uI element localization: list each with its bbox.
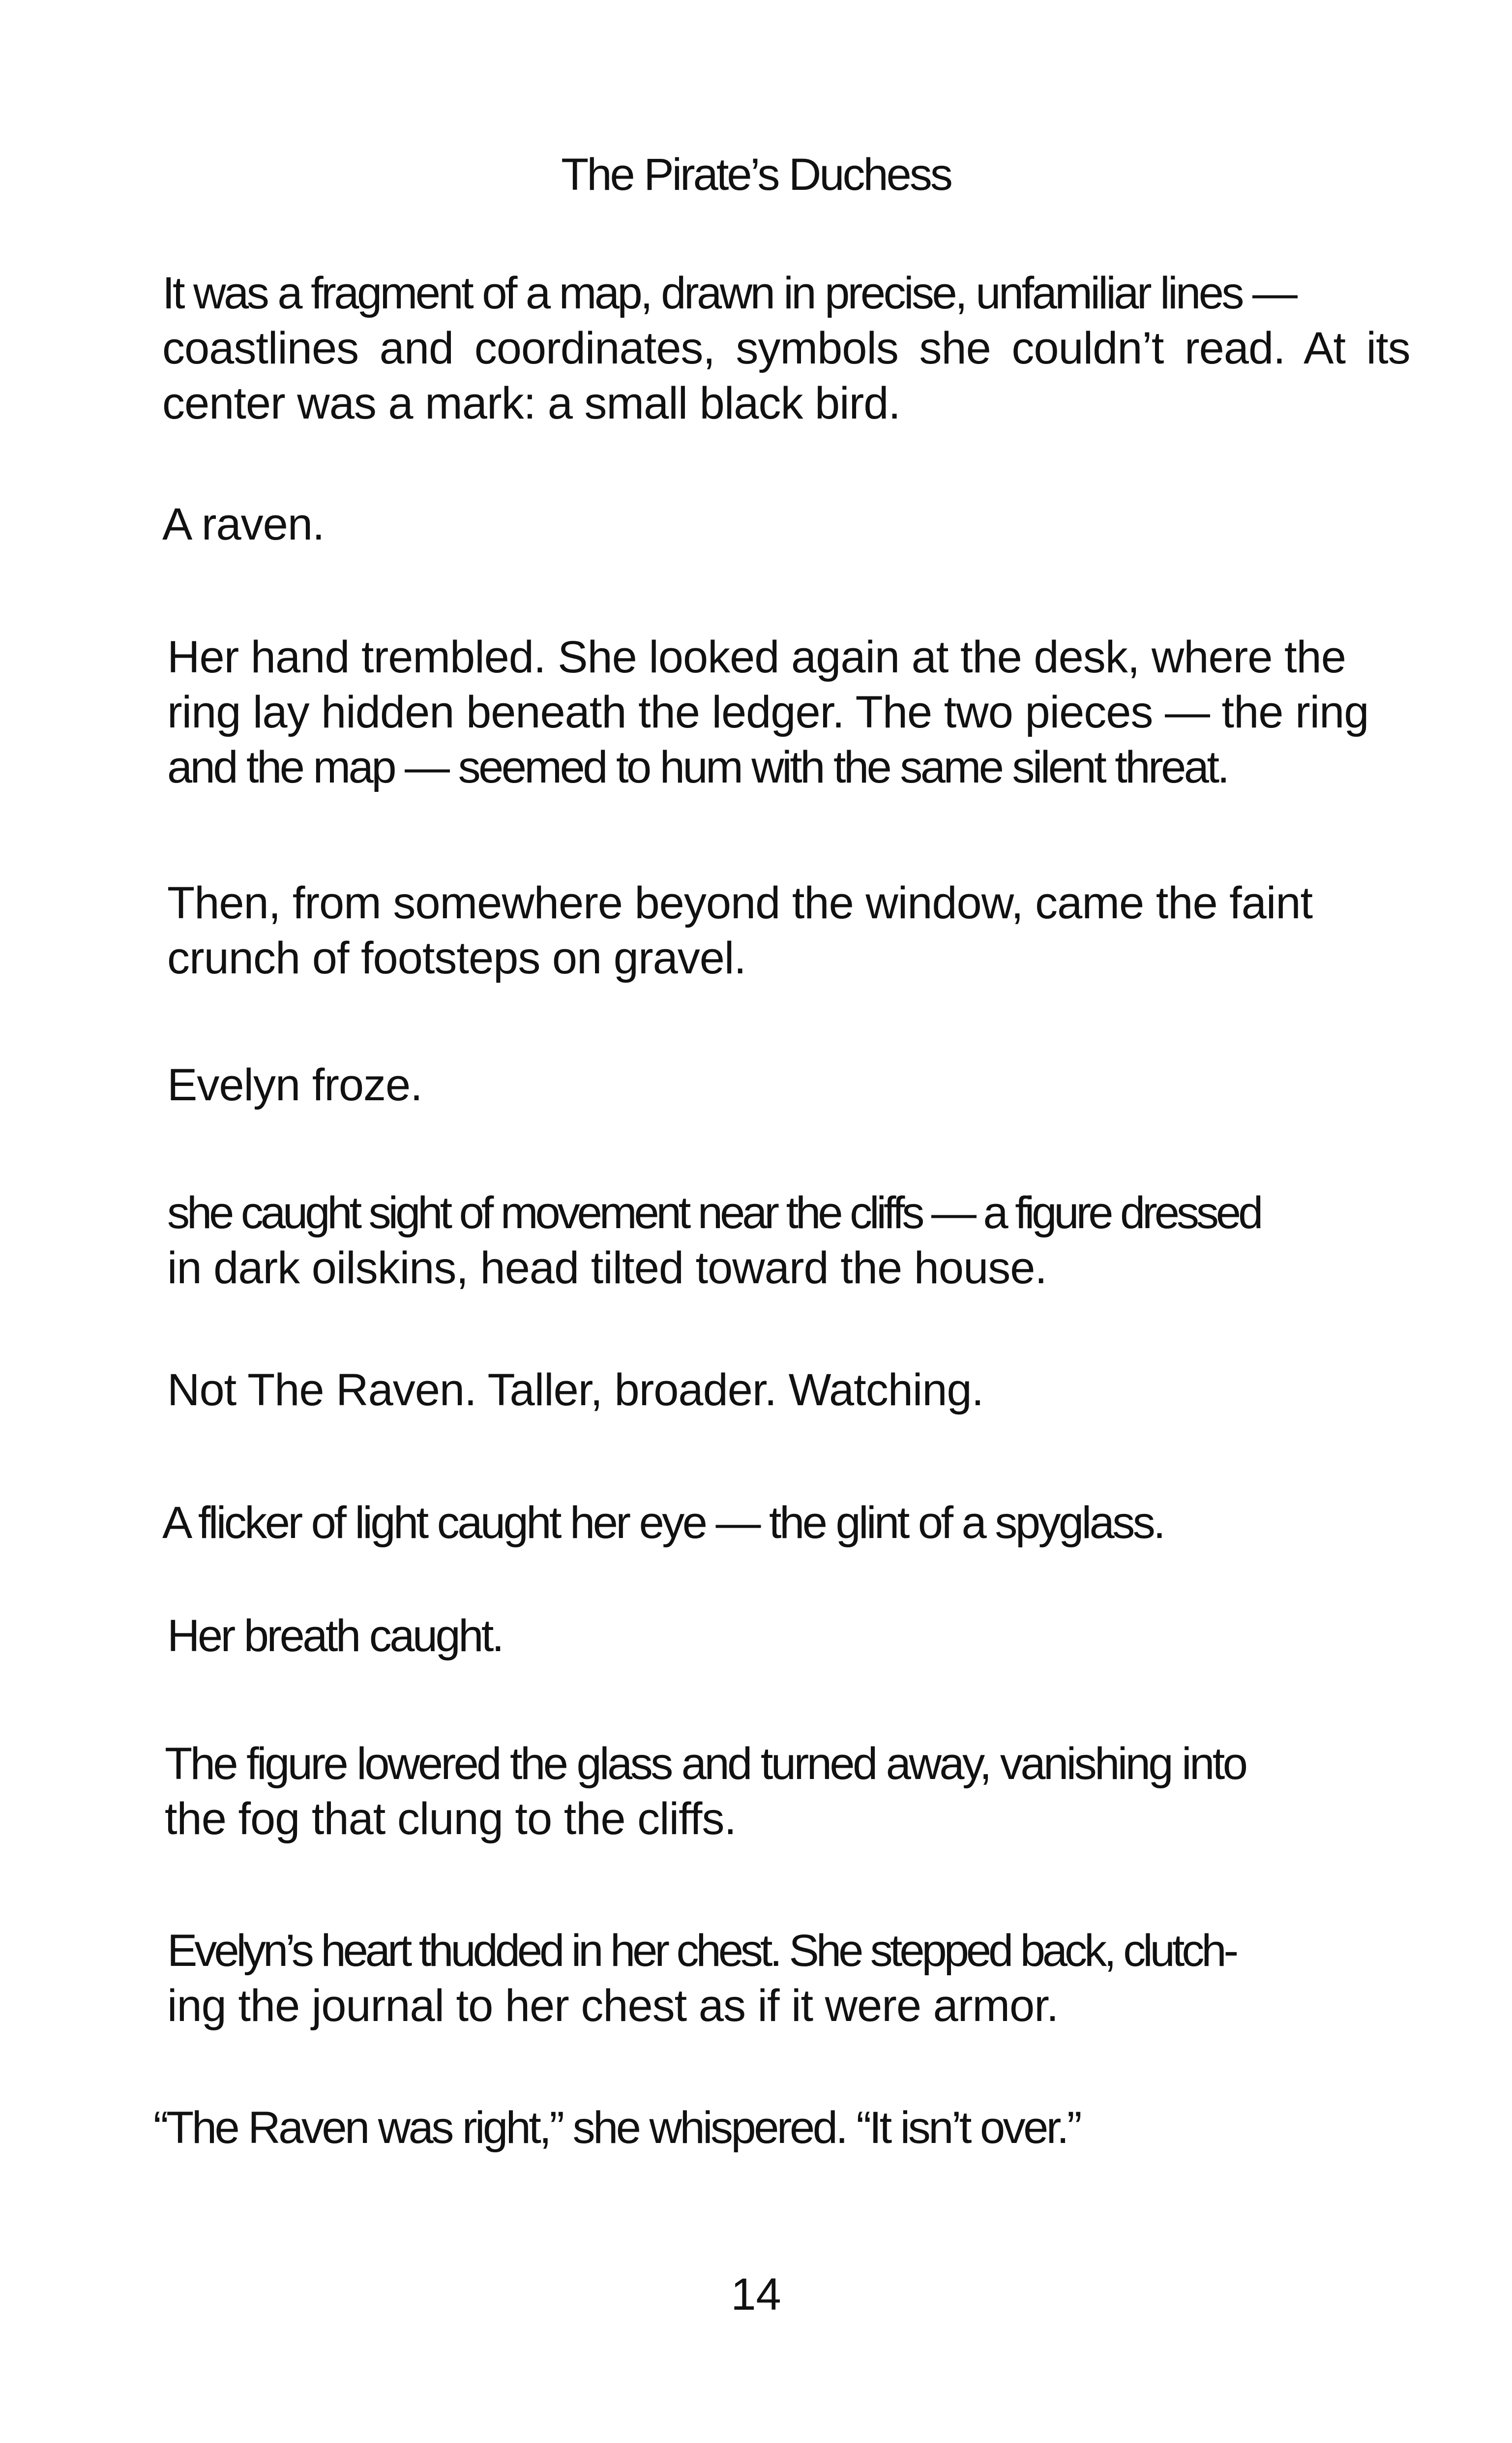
text-line: A flicker of light caught her eye — the glint of a spyglass. <box>162 1498 1164 1548</box>
text-line: and the map — seemed to hum with the same silent threat. <box>167 742 1228 792</box>
text-line: The figure lowered the glass and turned away, vanishing into <box>165 1739 1246 1789</box>
paragraph <box>167 1362 1337 1418</box>
text-line: center was a mark: a small black bird. <box>162 378 900 428</box>
text-line: Her hand trembled. She looked again at the desk, where the <box>167 632 1346 682</box>
paragraph <box>167 875 1337 986</box>
paragraph <box>162 266 1410 431</box>
paragraph <box>167 630 1369 795</box>
text-line: ring lay hidden beneath the ledger. The two pieces — the ring <box>167 687 1369 737</box>
paragraph <box>162 497 1333 552</box>
page-number: 14 <box>731 2269 781 2320</box>
paragraph <box>165 1736 1335 1846</box>
text-line: coastlines and coordinates, symbols she couldn’t read. At its <box>162 323 1410 373</box>
paragraph <box>167 1923 1337 2033</box>
text-line: Evelyn’s heart thudded in her chest. She stepped back, clutch- <box>167 1926 1236 1976</box>
running-title: The Pirate’s Duchess <box>561 150 951 200</box>
text-line: crunch of footsteps on gravel. <box>167 933 746 983</box>
paragraph <box>167 1185 1337 1296</box>
text-line: she caught sight of movement near the cliffs — a figure dressed <box>167 1188 1261 1238</box>
paragraph <box>153 2100 1324 2155</box>
text-line: Her breath caught. <box>167 1611 503 1661</box>
text-line: in dark oilskins, head tilted toward the house. <box>167 1243 1047 1293</box>
paragraph <box>167 1057 1337 1113</box>
paragraph <box>162 1495 1333 1550</box>
text-line: the fog that clung to the cliffs. <box>165 1794 737 1844</box>
text-line: A raven. <box>162 499 325 549</box>
paragraph <box>167 1608 1337 1663</box>
text-line: It was a fragment of a map, drawn in precise, unfamiliar lines — <box>162 268 1296 318</box>
text-line: ing the journal to her chest as if it were armor. <box>167 1981 1059 2031</box>
text-line: Then, from somewhere beyond the window, came the faint <box>167 878 1313 928</box>
text-line: Not The Raven. Taller, broader. Watching. <box>167 1365 984 1415</box>
text-line: “The Raven was right,” she whispered. “It isn’t over.” <box>153 2103 1080 2153</box>
text-line: Evelyn froze. <box>167 1060 422 1110</box>
